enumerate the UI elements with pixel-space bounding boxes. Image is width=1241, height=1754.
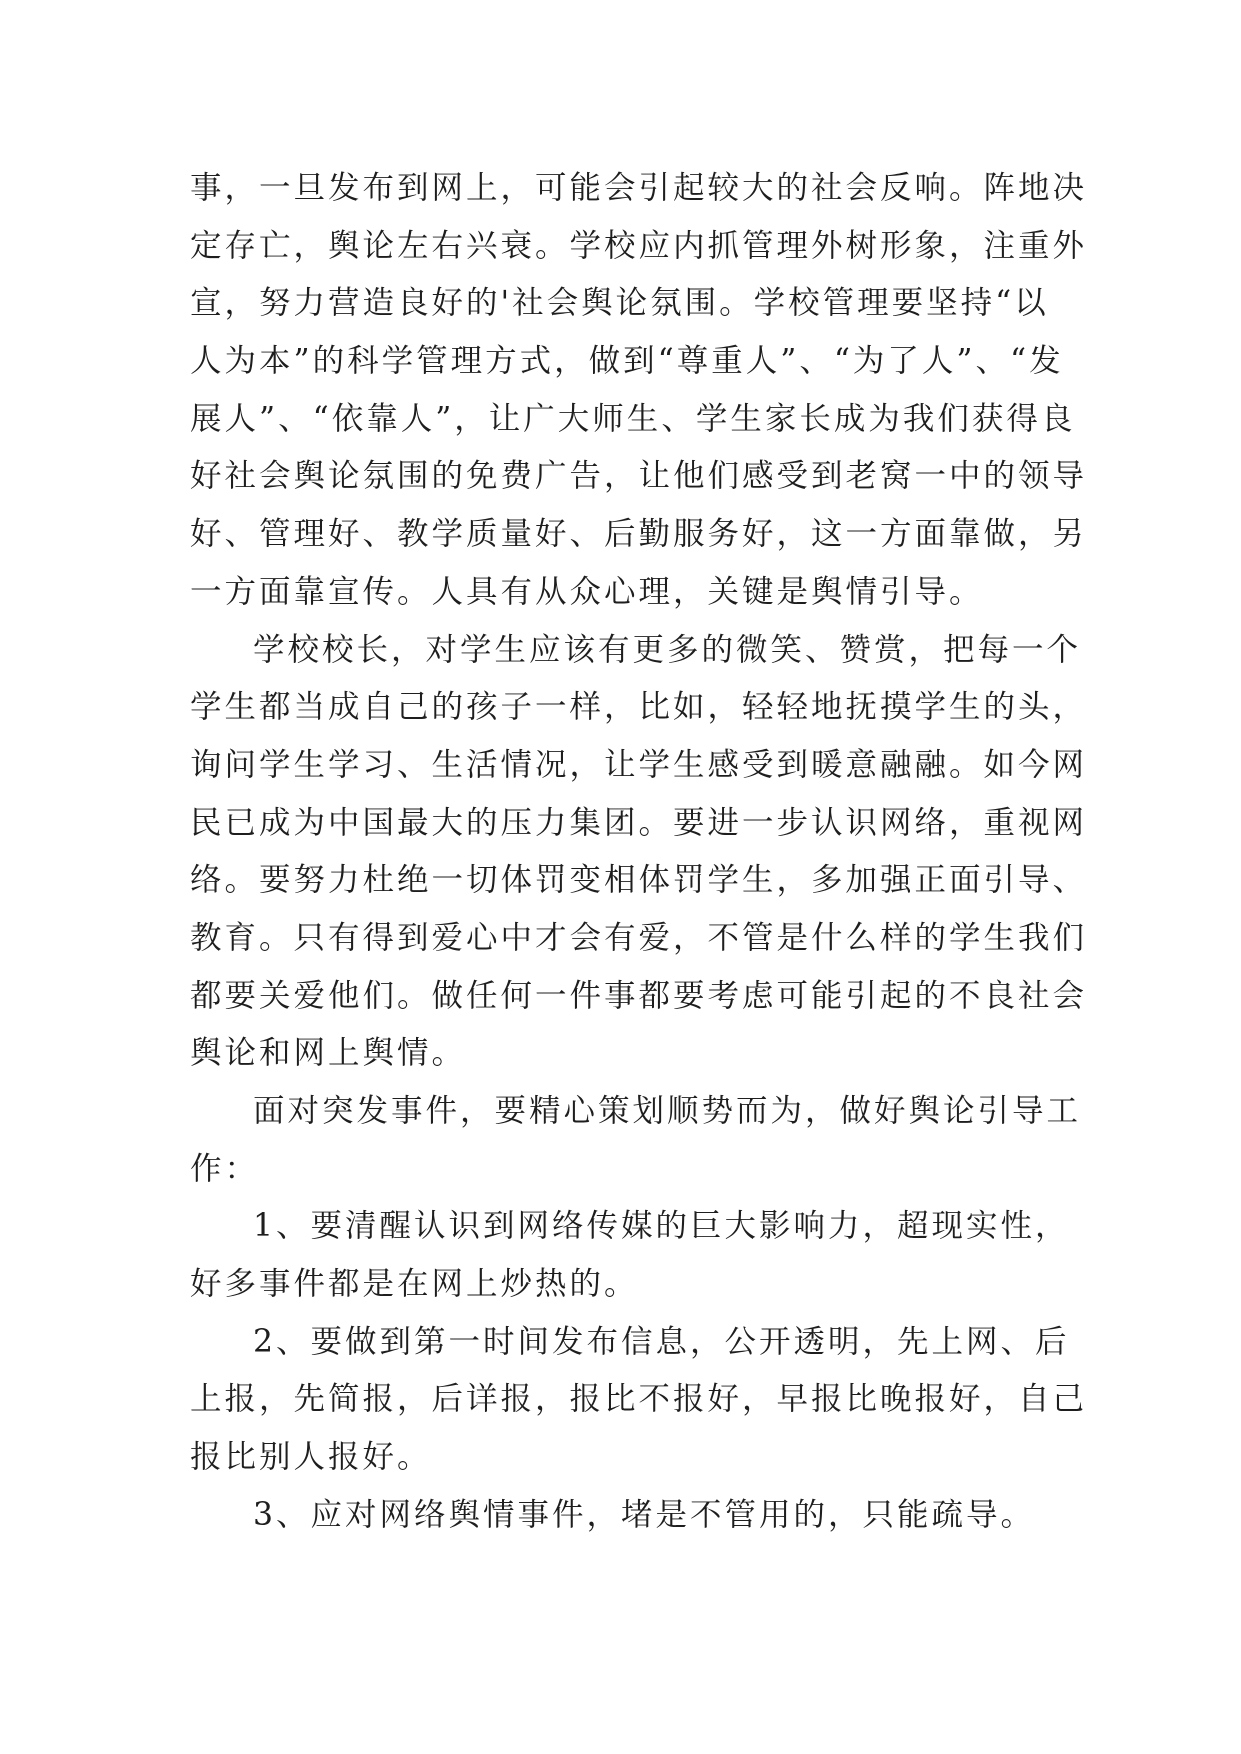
text-line: 学生都当成自己的孩子一样，比如，轻轻地抚摸学生的头， bbox=[190, 689, 1088, 726]
text-line: 展人”、“依靠人”，让广大师生、学生家长成为我们获得良 bbox=[190, 400, 1076, 437]
text-line: 好多事件都是在网上炒热的。 bbox=[190, 1266, 639, 1303]
text-line: 都要关爱他们。做任何一件事都要考虑可能引起的不良社会 bbox=[190, 977, 1088, 1014]
paragraph-5 bbox=[190, 1314, 1088, 1487]
document-body bbox=[190, 160, 1088, 1545]
text-line: 舆论和网上舆情。 bbox=[190, 1035, 467, 1072]
text-line: 教育。只有得到爱心中才会有爱，不管是什么样的学生我们 bbox=[190, 919, 1088, 956]
paragraph-2 bbox=[190, 622, 1088, 1084]
text-line-indented: 面对突发事件，要精心策划顺势而为，做好舆论引导工 bbox=[253, 1093, 1082, 1129]
text-line-indented: 1、要清醒认识到网络传媒的巨大影响力，超现实性， bbox=[253, 1208, 1070, 1245]
text-line: 询问学生学习、生活情况，让学生感受到暖意融融。如今网 bbox=[190, 746, 1088, 783]
paragraph-1 bbox=[190, 160, 1088, 622]
text-line: 络。要努力杜绝一切体罚变相体罚学生，多加强正面引导、 bbox=[190, 862, 1088, 899]
text-line: 上报，先简报，后详报，报比不报好，早报比晚报好，自己 bbox=[190, 1381, 1088, 1418]
paragraph-6 bbox=[190, 1487, 1050, 1545]
text-line-indented: 3、应对网络舆情事件，堵是不管用的，只能疏导。 bbox=[253, 1496, 1036, 1533]
text-line: 好、管理好、教学质量好、后勤服务好，这一方面靠做，另 bbox=[190, 516, 1088, 553]
text-line: 作： bbox=[190, 1150, 260, 1187]
text-line-indented: 学校校长，对学生应该有更多的微笑、赞赏，把每一个 bbox=[253, 631, 1082, 668]
text-line: 一方面靠宣传。人具有从众心理，关键是舆情引导。 bbox=[190, 573, 984, 610]
text-line: 好社会舆论氛围的免费广告，让他们感受到老窝一中的领导 bbox=[190, 458, 1088, 495]
text-line: 民已成为中国最大的压力集团。要进一步认识网络，重视网 bbox=[190, 804, 1088, 841]
text-line: 报比别人报好。 bbox=[190, 1439, 432, 1476]
text-line: 人为本”的科学管理方式，做到“尊重人”、“为了人”、“发 bbox=[190, 343, 1064, 380]
text-line-indented: 2、要做到第一时间发布信息，公开透明，先上网、后 bbox=[253, 1323, 1070, 1360]
text-line: 事，一旦发布到网上，可能会引起较大的社会反响。阵地决 bbox=[190, 170, 1088, 206]
paragraph-4 bbox=[190, 1198, 1070, 1313]
text-line: 定存亡，舆论左右兴衰。学校应内抓管理外树形象，注重外 bbox=[190, 227, 1088, 264]
text-line: 宣，努力营造良好的'社会舆论氛围。学校管理要坚持“以 bbox=[190, 285, 1049, 322]
paragraph-3 bbox=[190, 1083, 1082, 1198]
